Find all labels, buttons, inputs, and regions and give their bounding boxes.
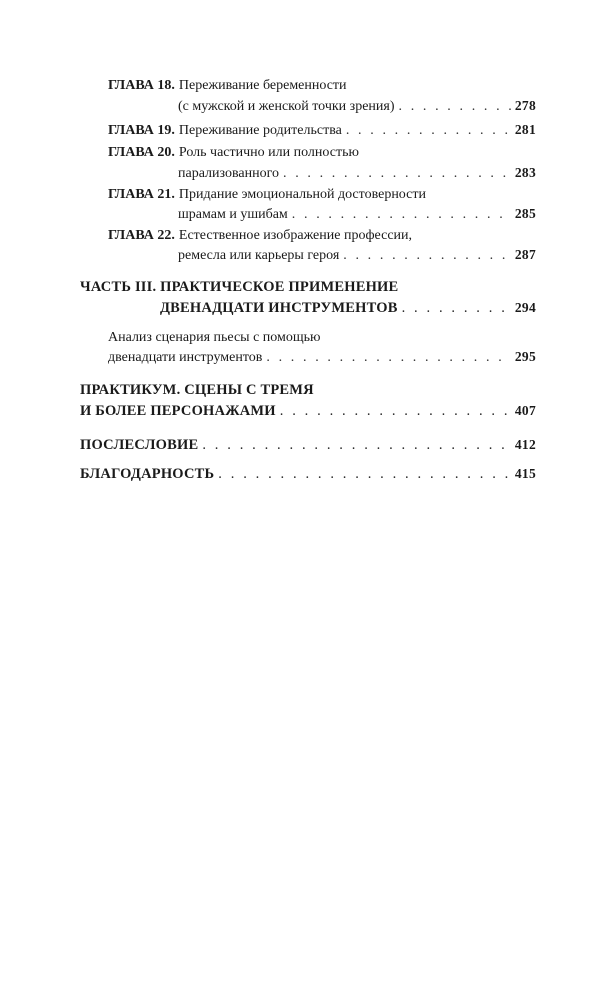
- chapter-title: Придание эмоциональной достоверности: [178, 187, 426, 202]
- dot-leader: [266, 348, 510, 367]
- page-number: 281: [514, 122, 536, 137]
- section-title: ПОСЛЕСЛОВИЕ: [80, 437, 199, 453]
- dot-leader: [343, 246, 511, 265]
- chapter-title-cont: парализованного: [178, 166, 279, 181]
- toc-entry-part3-line1[interactable]: [80, 278, 536, 297]
- page-number: 407: [514, 403, 536, 418]
- page-number: 415: [514, 466, 536, 481]
- dot-leader: [218, 465, 511, 484]
- toc-entry-ch21-line1[interactable]: [108, 185, 536, 204]
- chapter-number: ГЛАВА 22.: [108, 228, 175, 243]
- section-title: БЛАГОДАРНОСТЬ: [80, 466, 215, 482]
- dot-leader: [346, 121, 511, 140]
- section-title-cont: И БОЛЕЕ ПЕРСОНАЖАМИ: [80, 403, 276, 419]
- dot-leader: [292, 205, 511, 224]
- page-number: 285: [514, 206, 536, 221]
- chapter-title: Роль частично или полностью: [178, 145, 359, 160]
- chapter-title: Переживание беременности: [178, 78, 347, 93]
- toc-entry-ch18-line2[interactable]: [178, 96, 536, 116]
- page-number: 295: [514, 349, 536, 364]
- dot-leader: [402, 299, 511, 318]
- chapter-number: ГЛАВА 19.: [108, 123, 175, 138]
- toc-entry-practicum-line2[interactable]: [80, 401, 536, 421]
- toc-entry-afterword[interactable]: [80, 435, 536, 455]
- page-number: 283: [514, 165, 536, 180]
- toc-entry-practicum-line1[interactable]: [80, 381, 536, 400]
- dot-leader: [283, 164, 511, 183]
- chapter-number: ГЛАВА 20.: [108, 145, 175, 160]
- toc-entry-ch18-line1[interactable]: [108, 76, 536, 95]
- page-number: 287: [514, 247, 536, 262]
- dot-leader: [202, 436, 511, 455]
- chapter-title-cont: (с мужской и женской точки зрения): [178, 99, 395, 114]
- toc-entry-ch22-line2[interactable]: [178, 245, 536, 265]
- chapter-title: Переживание родительства: [178, 123, 342, 138]
- chapter-number: ГЛАВА 18.: [108, 78, 175, 93]
- toc-entry-ch22-line1[interactable]: [108, 226, 536, 245]
- page-number: 278: [514, 98, 536, 113]
- toc-entry-ch20-line1[interactable]: [108, 143, 536, 162]
- page-number: 412: [514, 437, 536, 452]
- chapter-title: Естественное изображение профессии,: [178, 228, 413, 243]
- chapter-title-cont: шрамам и ушибам: [178, 207, 288, 222]
- dot-leader: [399, 97, 511, 116]
- toc-entry-ch21-line2[interactable]: [178, 204, 536, 224]
- section-title: ПРАКТИКУМ. СЦЕНЫ С ТРЕМЯ: [80, 382, 314, 398]
- toc-entry-analysis-line2[interactable]: [108, 347, 536, 367]
- page-number: 294: [514, 300, 536, 315]
- chapter-title-cont: ремесла или карьеры героя: [178, 248, 340, 263]
- entry-title: Анализ сценария пьесы с помощью: [108, 330, 321, 345]
- chapter-number: ГЛАВА 21.: [108, 187, 175, 202]
- toc-entry-analysis-line1[interactable]: [108, 328, 536, 347]
- toc-entry-ch20-line2[interactable]: [178, 163, 536, 183]
- dot-leader: [280, 402, 511, 421]
- toc-entry-ch19[interactable]: [108, 120, 536, 140]
- part-title-cont: ДВЕНАДЦАТИ ИНСТРУМЕНТОВ: [160, 300, 398, 316]
- toc-entry-part3-line2[interactable]: [160, 298, 536, 318]
- entry-title-cont: двенадцати инструментов: [108, 350, 263, 365]
- part-title: ЧАСТЬ III. ПРАКТИЧЕСКОЕ ПРИМЕНЕНИЕ: [80, 279, 399, 295]
- toc-entry-thanks[interactable]: [80, 464, 536, 484]
